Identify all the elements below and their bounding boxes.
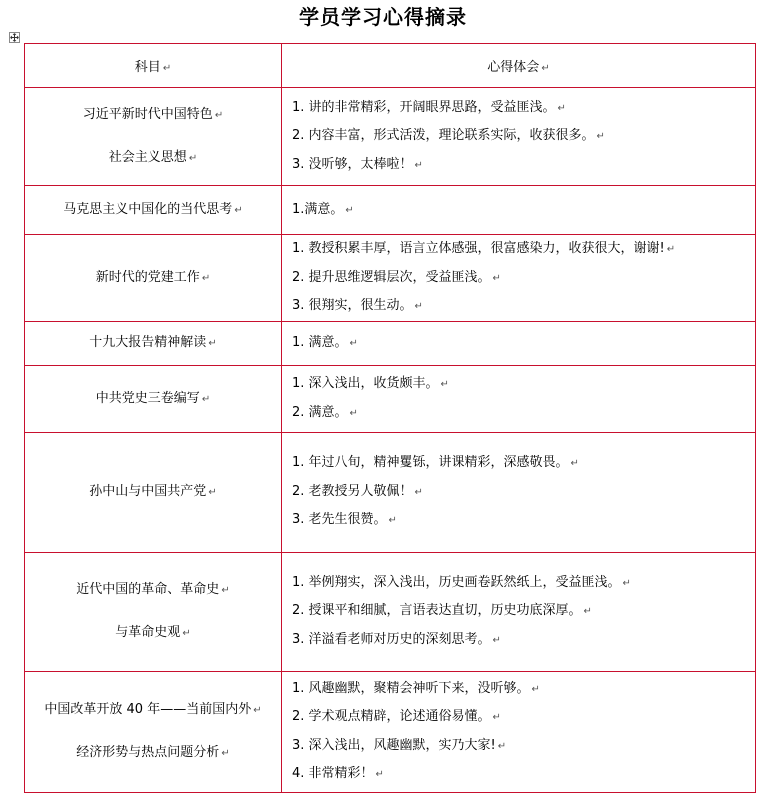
paragraph-mark-icon: ↵	[208, 487, 217, 498]
feedback-item	[292, 292, 755, 321]
feedback-text: 3. 老先生很赞。	[292, 512, 387, 528]
header-subject[interactable]	[25, 44, 282, 88]
subject-text: 习近平新时代中国特色	[82, 107, 213, 122]
document-title: 学员学习心得摘录	[299, 5, 467, 29]
feedback-item	[292, 760, 755, 789]
paragraph-mark-icon: ↵	[440, 379, 449, 390]
subject-cell[interactable]	[25, 671, 282, 792]
paragraph-mark-icon: ↵	[557, 102, 566, 114]
subject-line	[25, 199, 281, 221]
paragraph-mark-icon: ↵	[201, 393, 211, 405]
subject-line	[25, 147, 281, 169]
feedback-text: 3. 洋溢看老师对历史的深刻思考。	[292, 631, 491, 647]
feedback-item	[292, 626, 755, 655]
paragraph-mark-icon: ↵	[162, 63, 172, 74]
feedback-cell[interactable]	[282, 671, 756, 792]
feedback-item	[292, 264, 755, 293]
table-move-handle-icon[interactable]	[9, 32, 20, 43]
subject-cell[interactable]	[25, 88, 282, 186]
paragraph-mark-icon: ↵	[492, 634, 501, 646]
paragraph-mark-icon: ↵	[208, 338, 217, 349]
feedback-item	[292, 732, 755, 761]
subject-cell[interactable]	[25, 235, 282, 322]
subject-cell[interactable]	[25, 552, 282, 671]
feedback-item	[292, 329, 755, 358]
feedback-item	[292, 122, 755, 151]
paragraph-mark-icon: ↵	[414, 486, 423, 498]
header-feedback[interactable]	[282, 44, 756, 88]
feedback-text: 3. 深入浅出，风趣幽默，实乃大家!	[292, 737, 496, 753]
feedback-table	[24, 43, 756, 793]
table-row	[25, 186, 756, 235]
feedback-text: 1. 举例翔实，深入浅出，历史画卷跃然纸上，受益匪浅。	[292, 574, 621, 590]
subject-text: 十九大报告精神解读	[89, 335, 207, 350]
table-row	[25, 432, 756, 552]
feedback-text: 4. 非常精彩！	[292, 766, 374, 781]
paragraph-mark-icon: ↵	[414, 301, 423, 312]
subject-text: 马克思主义中国化的当代思考	[63, 202, 233, 217]
feedback-item	[292, 506, 755, 535]
subject-line	[25, 104, 281, 126]
feedback-text: 2. 学术观点精辟，论述通俗易懂。	[292, 709, 491, 724]
paragraph-mark-icon: ↵	[666, 244, 676, 255]
subject-line	[25, 481, 281, 503]
paragraph-mark-icon: ↵	[221, 748, 230, 759]
feedback-text: 1. 深入浅出，收货颇丰。	[292, 376, 439, 391]
paragraph-mark-icon: ↵	[221, 585, 230, 596]
feedback-text: 1. 满意。	[292, 334, 348, 350]
feedback-item	[292, 449, 755, 478]
feedback-item	[292, 569, 755, 598]
paragraph-mark-icon: ↵	[201, 272, 211, 284]
paragraph-mark-icon: ↵	[349, 407, 358, 419]
feedback-item	[292, 151, 755, 180]
feedback-text: 1. 风趣幽默，聚精会神听下来，没听够。	[292, 680, 530, 696]
paragraph-mark-icon: ↵	[182, 628, 191, 639]
feedback-cell[interactable]	[282, 321, 756, 365]
subject-line	[25, 332, 281, 354]
feedback-text: 3. 很翔实，很生动。	[292, 298, 413, 313]
paragraph-mark-icon: ↵	[345, 204, 354, 216]
paragraph-mark-icon: ↵	[622, 577, 631, 589]
paragraph-mark-icon: ↵	[214, 110, 224, 121]
feedback-item	[292, 675, 755, 704]
subject-cell[interactable]	[25, 365, 282, 432]
feedback-cell[interactable]	[282, 186, 756, 235]
feedback-item	[292, 235, 755, 264]
feedback-cell[interactable]	[282, 88, 756, 186]
table-row	[25, 671, 756, 792]
subject-text: 中共党史三卷编写	[95, 390, 200, 406]
paragraph-mark-icon: ↵	[492, 712, 501, 723]
feedback-item	[292, 399, 755, 428]
feedback-text: 2. 满意。	[292, 404, 348, 420]
feedback-item	[292, 703, 755, 732]
paragraph-mark-icon: ↵	[253, 705, 262, 716]
subject-line	[25, 742, 281, 764]
table-row	[25, 365, 756, 432]
header-feedback-label: 心得体会	[487, 60, 540, 75]
subject-cell[interactable]	[25, 186, 282, 235]
feedback-cell[interactable]	[282, 552, 756, 671]
paragraph-mark-icon: ↵	[541, 63, 550, 74]
feedback-item	[292, 196, 755, 225]
feedback-text: 1. 年过八旬，精神矍铄，讲课精彩，深感敬畏。	[292, 455, 569, 471]
subject-text: 与革命史观	[115, 625, 181, 640]
feedback-text: 2. 内容丰富，形式活泼，理论联系实际，收获很多。	[292, 128, 595, 144]
feedback-text: 1. 教授积累丰厚，语言立体感强，很富感染力，收获很大，谢谢!	[292, 241, 665, 256]
table-row	[25, 552, 756, 671]
paragraph-mark-icon: ↵	[414, 159, 423, 171]
paragraph-mark-icon: ↵	[188, 153, 198, 164]
feedback-text: 2. 老教授另人敬佩！	[292, 483, 413, 499]
paragraph-mark-icon: ↵	[349, 337, 358, 349]
feedback-item	[292, 597, 755, 626]
paragraph-mark-icon: ↵	[234, 205, 243, 216]
paragraph-mark-icon: ↵	[497, 740, 507, 752]
feedback-cell[interactable]	[282, 235, 756, 322]
feedback-item	[292, 370, 755, 399]
subject-text: 近代中国的革命、革命史	[76, 582, 220, 597]
subject-text: 中国改革开放 40 年——当前国内外	[44, 702, 252, 717]
table-row	[25, 321, 756, 365]
feedback-text: 2. 提升思维逻辑层次，受益匪浅。	[292, 269, 491, 285]
subject-cell[interactable]	[25, 321, 282, 365]
feedback-item	[292, 94, 755, 123]
subject-line	[25, 388, 281, 410]
subject-line	[25, 622, 281, 644]
paragraph-mark-icon: ↵	[570, 458, 579, 470]
feedback-cell[interactable]	[282, 365, 756, 432]
paragraph-mark-icon: ↵	[531, 683, 540, 695]
subject-text: 社会主义思想	[108, 150, 187, 165]
subject-text: 经济形势与热点问题分析	[76, 745, 220, 760]
table-row	[25, 235, 756, 322]
table-row	[25, 88, 756, 186]
header-subject-label: 科目	[134, 60, 161, 75]
feedback-item	[292, 478, 755, 507]
paragraph-mark-icon: ↵	[388, 515, 397, 527]
subject-cell[interactable]	[25, 432, 282, 552]
subject-text: 孙中山与中国共产党	[89, 484, 207, 499]
subject-line	[25, 267, 281, 289]
feedback-text: 1. 讲的非常精彩，开阔眼界思路，受益匪浅。	[292, 99, 556, 115]
feedback-text: 1.满意。	[292, 201, 344, 217]
feedback-cell[interactable]	[282, 432, 756, 552]
paragraph-mark-icon: ↵	[375, 769, 384, 780]
subject-line	[25, 579, 281, 601]
feedback-text: 3. 没听够，太棒啦！	[292, 156, 413, 172]
feedback-text: 2. 授课平和细腻，言语表达直切，历史功底深厚。	[292, 603, 582, 619]
paragraph-mark-icon: ↵	[596, 131, 605, 143]
subject-line	[25, 699, 281, 721]
paragraph-mark-icon: ↵	[492, 272, 501, 284]
paragraph-mark-icon: ↵	[583, 606, 592, 618]
table-header-row	[25, 44, 756, 88]
subject-text: 新时代的党建工作	[95, 269, 200, 285]
